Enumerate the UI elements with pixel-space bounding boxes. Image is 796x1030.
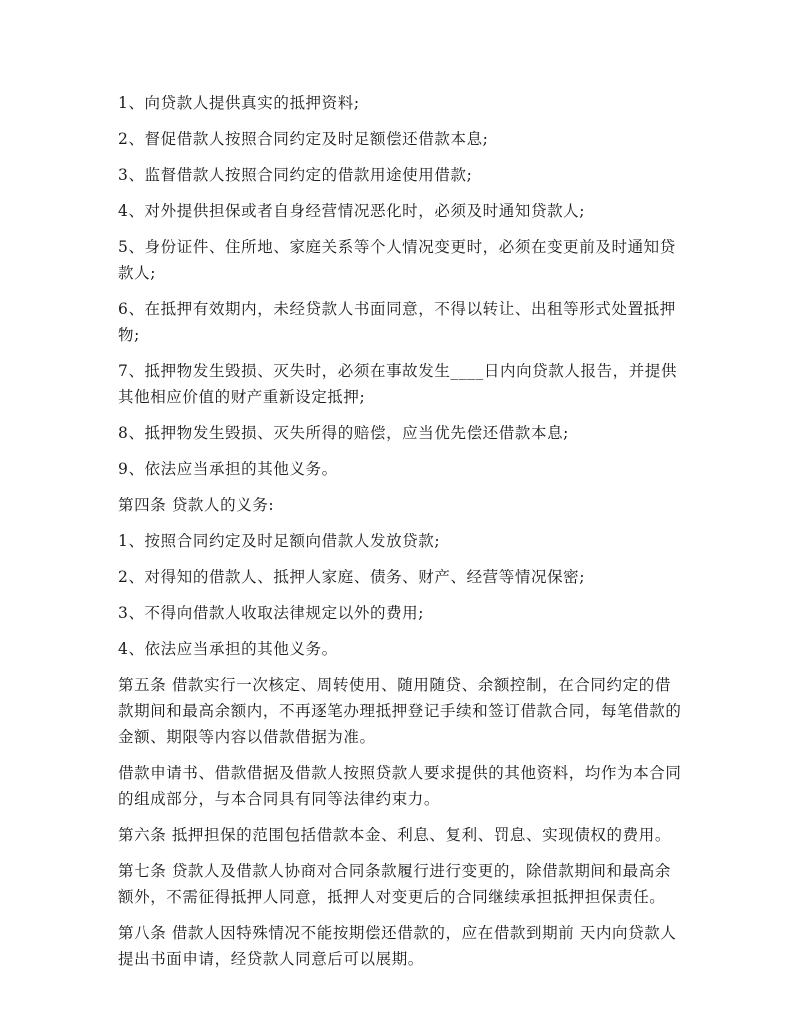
paragraph-item-9: 9、依法应当承担的其他义务。 [118,460,338,478]
paragraph-item-2: 2、督促借款人按照合同约定及时足额偿还借款本息; [118,130,489,148]
paragraph-item-6: 6、在抵押有效期内，未经贷款人书面同意，不得以转让、出租等形式处置抵押物; [118,300,676,344]
lender-duty-4: 4、依法应当承担的其他义务。 [118,640,338,658]
article-8: 第八条 借款人因特殊情况不能按期偿还借款的，应在借款到期前 天内向贷款人提出书面申请，经贷款人同意后可以展期。 [118,924,677,968]
article-5-supplement: 借款申请书、借款借据及借款人按照贷款人要求提供的其他资料，均作为本合同的组成部分，与本合同具有同等法律约束力。 [118,764,682,808]
article-7: 第七条 贷款人及借款人协商对合同条款履行进行变更的，除借款期间和最高余额外，不需征得抵押人同意，抵押人对变更后的合同继续承担抵押担保责任。 [118,862,671,906]
paragraph-item-1: 1、向贷款人提供真实的抵押资料; [118,94,360,112]
paragraph-item-8: 8、抵押物发生毁损、灭失所得的赔偿，应当优先偿还借款本息; [118,424,569,442]
article-4-heading: 第四条 贷款人的义务: [118,496,275,514]
paragraph-item-7: 7、抵押物发生毁损、灭失时，必须在事故发生____日内向贷款人报告，并提供其他相应价值的财产重新设定抵押; [118,362,678,406]
document-body [118,90,684,982]
lender-duty-2: 2、对得知的借款人、抵押人家庭、债务、财产、经营等情况保密; [118,568,586,586]
paragraph-item-4: 4、对外提供担保或者自身经营情况恶化时，必须及时通知贷款人; [118,202,586,220]
paragraph-item-3: 3、监督借款人按照合同约定的借款用途使用借款; [118,166,473,184]
article-5: 第五条 借款实行一次核定、周转使用、随用随贷、余额控制，在合同约定的借款期间和最高余额内，不再逐笔办理抵押登记手续和签订借款合同，每笔借款的金额、期限等内容以借款借据为准。 [118,676,682,746]
lender-duty-3: 3、不得向借款人收取法律规定以外的费用; [118,604,425,622]
lender-duty-1: 1、按照合同约定及时足额向借款人发放贷款; [118,532,441,550]
article-6: 第六条 抵押担保的范围包括借款本金、利息、复利、罚息、实现债权的费用。 [118,826,671,844]
paragraph-item-5: 5、身份证件、住所地、家庭关系等个人情况变更时，必须在变更前及时通知贷款人; [118,238,676,282]
